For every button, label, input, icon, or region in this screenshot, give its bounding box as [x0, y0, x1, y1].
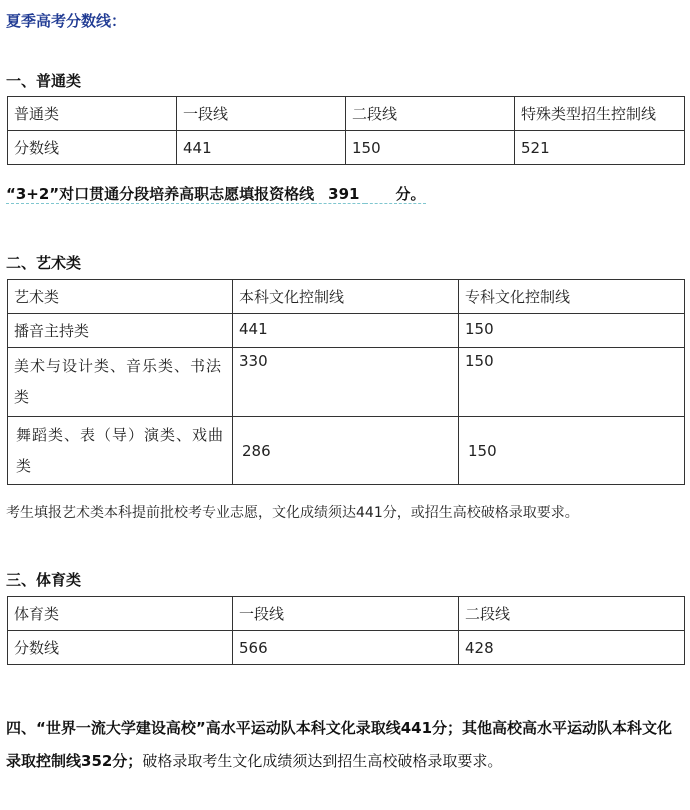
- general-note: [6, 183, 426, 204]
- page-title: 夏季高考分数线：: [6, 12, 127, 30]
- table-cell: 428: [459, 631, 685, 665]
- table-cell: 二段线: [346, 97, 515, 131]
- table-cell: 150: [459, 417, 685, 485]
- note-prefix: “3+2”对口贯通分段培养高职志愿填报资格线: [6, 185, 315, 203]
- table-cell: 一段线: [177, 97, 346, 131]
- table-cell: 艺术类: [8, 280, 233, 314]
- table-row: [8, 131, 685, 165]
- section-heading-sports: 三、体育类: [6, 571, 82, 589]
- table-cell: 特殊类型招生控制线: [515, 97, 685, 131]
- table-cell: 二段线: [459, 597, 685, 631]
- table-cell: 播音主持类: [8, 314, 233, 348]
- general-score-table: [7, 96, 685, 165]
- table-cell: 150: [459, 348, 685, 417]
- elite-sports-normal: 破格录取考生文化成绩须达到招生高校破格录取要求。: [142, 752, 503, 770]
- table-cell: 286: [233, 417, 459, 485]
- table-cell: 一段线: [233, 597, 459, 631]
- sports-score-table: [7, 596, 685, 665]
- table-cell: 566: [233, 631, 459, 665]
- table-cell: 美术与设计类、音乐类、书法类: [8, 348, 233, 417]
- table-cell: 专科文化控制线: [459, 280, 685, 314]
- table-row: [8, 631, 685, 665]
- table-cell: 体育类: [8, 597, 233, 631]
- note-score: 391: [314, 185, 365, 204]
- art-note: 考生填报艺术类本科提前批校考专业志愿，文化成绩须达441分，或招生高校破格录取要求。: [6, 505, 579, 521]
- table-cell: 分数线: [8, 131, 177, 165]
- table-cell: 本科文化控制线: [233, 280, 459, 314]
- table-cell: 330: [233, 348, 459, 417]
- table-row: [8, 314, 685, 348]
- table-header-row: [8, 97, 685, 131]
- table-cell: 441: [233, 314, 459, 348]
- art-score-table: [7, 279, 685, 485]
- table-cell: 舞蹈类、表（导）演类、戏曲类: [8, 417, 233, 485]
- table-cell: 分数线: [8, 631, 233, 665]
- table-cell: 150: [346, 131, 515, 165]
- elite-sports-paragraph: [6, 712, 686, 778]
- note-suffix: 分。: [365, 185, 425, 204]
- table-header-row: [8, 280, 685, 314]
- table-header-row: [8, 597, 685, 631]
- section-heading-art: 二、艺术类: [6, 254, 82, 272]
- table-cell: 普通类: [8, 97, 177, 131]
- table-cell: 521: [515, 131, 685, 165]
- table-cell: 441: [177, 131, 346, 165]
- table-row: [8, 348, 685, 417]
- table-row: [8, 417, 685, 485]
- section-heading-general: 一、普通类: [6, 72, 82, 90]
- elite-sports-bold: 四、“世界一流大学建设高校”高水平运动队本科文化录取线441分；其他高校高水平运动队本科文化录取控制线352分；: [6, 719, 673, 770]
- table-cell: 150: [459, 314, 685, 348]
